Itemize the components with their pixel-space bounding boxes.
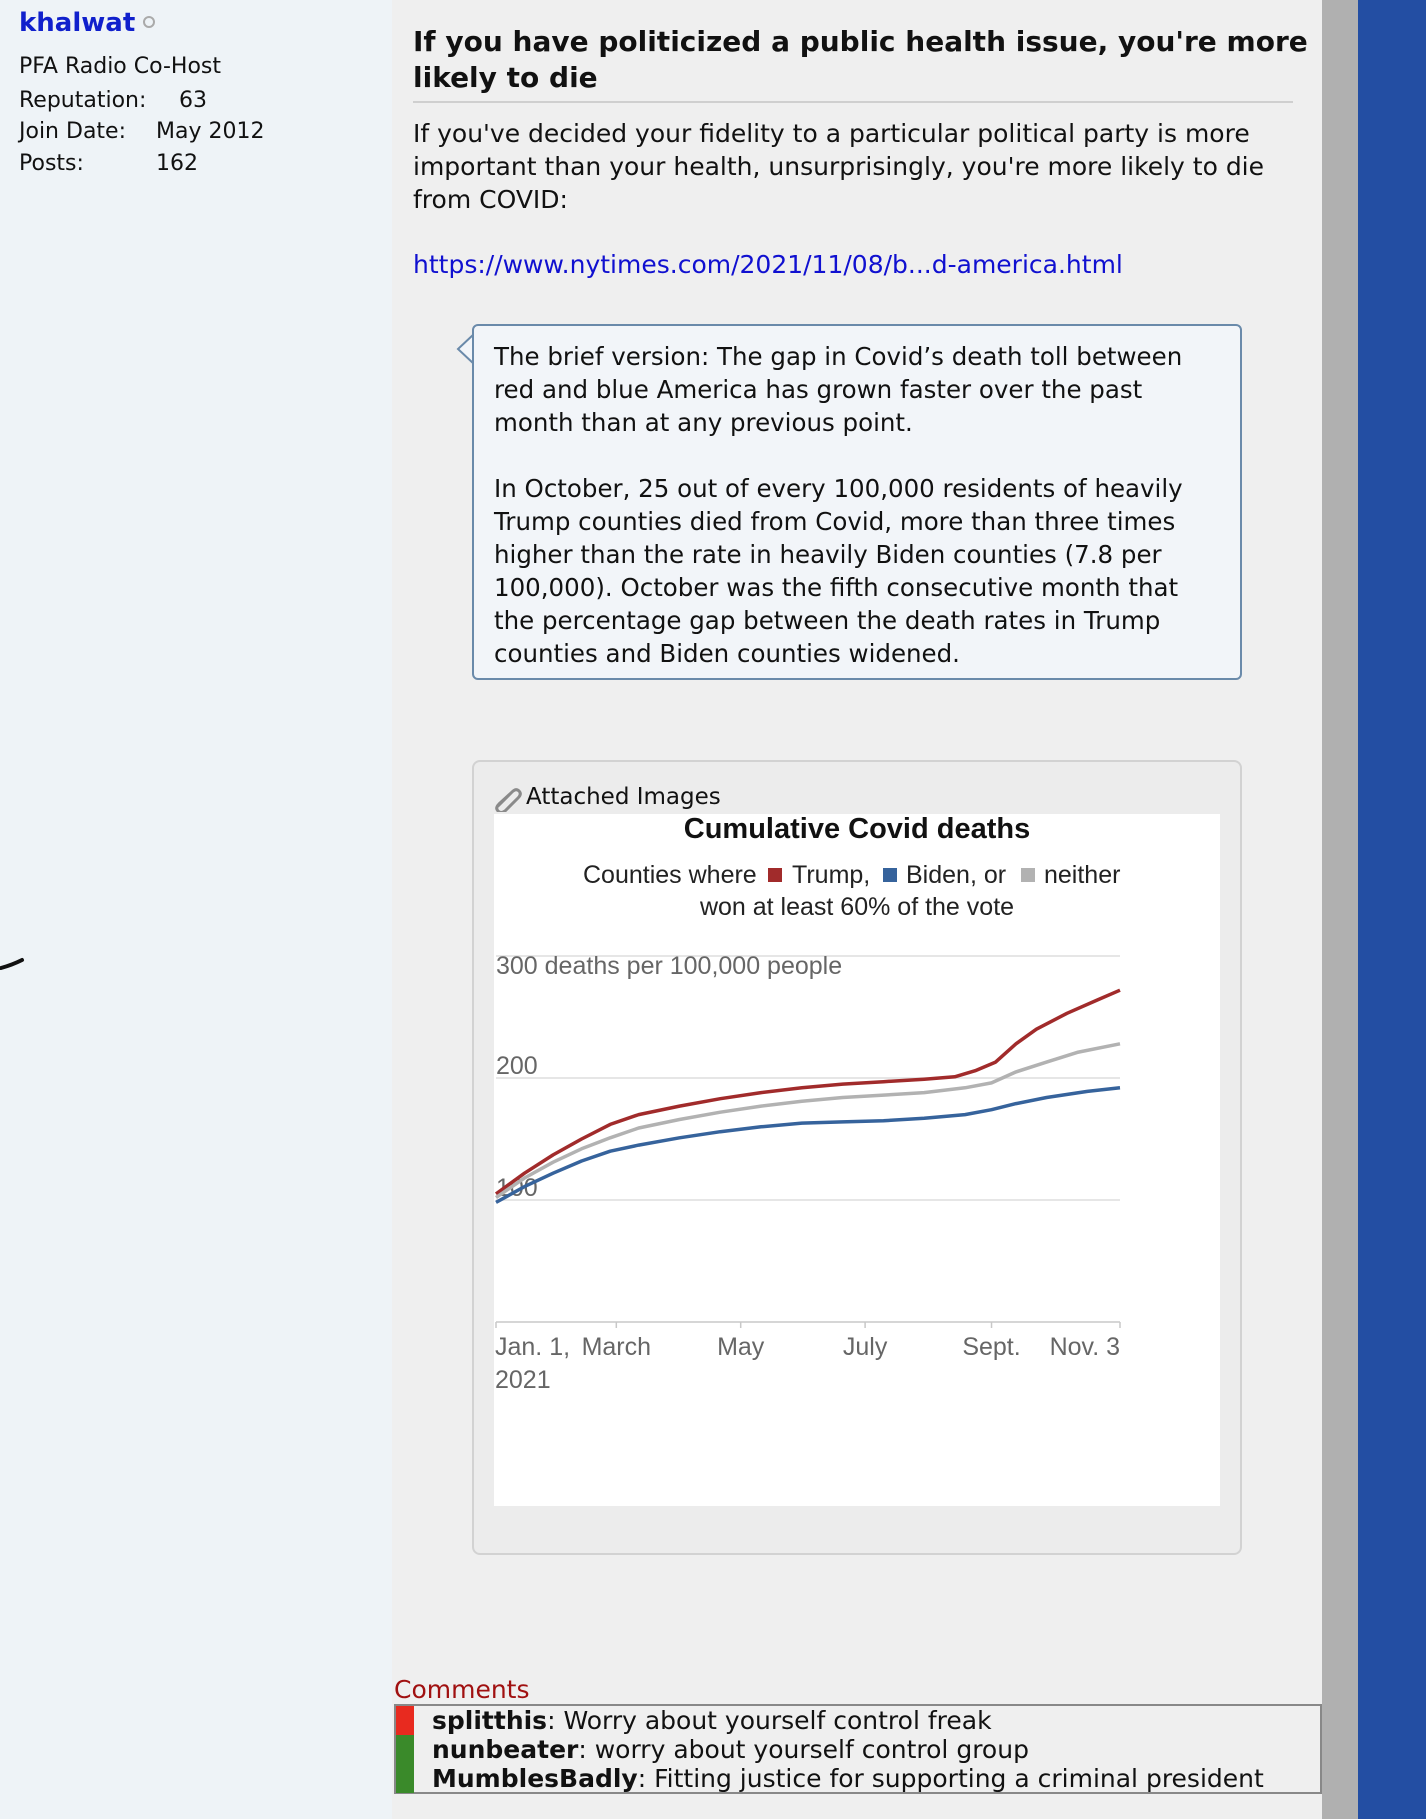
comment-text: : Fitting justice for supporting a criminal president [637,1764,1264,1793]
attachments-label: Attached Images [526,784,721,810]
comment-user[interactable]: splitthis [432,1706,548,1735]
comment-item [396,1735,1320,1764]
comment-color-bar [396,1764,414,1793]
stat-value: 162 [156,151,198,176]
stat-label: Posts: [19,151,84,176]
series-lines [496,990,1120,1202]
stat-value: 63 [179,88,207,113]
comment-color-bar [396,1735,414,1764]
stat-label: Join Date: [19,119,126,144]
post-title: If you have politicized a public health issue, you're more likely to die [413,25,1308,94]
stat-label: Reputation: [19,88,147,113]
stat-join-date [19,119,264,144]
ink-mark-icon [0,955,26,975]
x-tick-label: Sept. [962,1333,1021,1361]
user-info-panel [0,0,392,1819]
x-tick-label: July [842,1333,888,1361]
legend-swatch-trump [768,868,782,882]
comments-list [394,1704,1322,1794]
attachments-box [472,760,1242,1555]
x-tick-label: May [717,1333,765,1361]
username-link[interactable]: khalwat [19,8,136,38]
comment-user[interactable]: nunbeater [432,1735,579,1764]
legend-swatch-neither [1021,868,1035,882]
stat-posts [19,151,198,176]
user-title: PFA Radio Co-Host [19,54,222,79]
chart-subtitle-line2: won at least 60% of the vote [699,893,1015,921]
comment-item [396,1764,1320,1793]
comments-label: Comments [394,1675,530,1704]
offline-status-icon [143,16,155,28]
y-tick-label: 100 [496,1174,538,1202]
legend-label-neither: neither [1044,861,1121,889]
comment-text: : worry about yourself control group [578,1735,1029,1764]
legend-label-trump: Trump, [792,861,871,889]
side-panel [1358,0,1426,1819]
quote-box [472,324,1242,680]
comment-text: : Worry about yourself control freak [547,1706,992,1735]
legend-swatch-biden [883,868,897,882]
scrollbar-track[interactable] [1322,0,1358,1819]
stat-value: May 2012 [156,119,265,144]
comment-item [396,1706,1320,1735]
x-tick-label: Jan. 1, [495,1333,571,1361]
legend-label-biden: Biden, or [906,861,1007,889]
stat-reputation [19,88,207,113]
x-tick-label: March [581,1333,652,1361]
comment-user[interactable]: MumblesBadly [432,1764,638,1793]
post-body [392,0,1322,1819]
x-tick-label: Nov. 3 [1049,1333,1120,1361]
title-divider [413,101,1293,103]
y-axis-label: 300 deaths per 100,000 people [496,952,843,980]
chart-subtitle-prefix: Counties where [583,861,757,889]
chart-title: Cumulative Covid deaths [683,814,1031,845]
y-tick-label: 200 [496,1052,538,1080]
paperclip-icon [494,786,524,812]
x-tick-labels [495,1322,1120,1394]
comment-color-bar [396,1706,414,1735]
article-link[interactable]: https://www.nytimes.com/2021/11/08/b...d-america.html [413,250,1123,279]
series-line-trump [496,990,1120,1194]
series-line-neither [496,1044,1120,1198]
covid-deaths-chart[interactable] [494,814,1220,1506]
post-text: If you've decided your fidelity to a particular political party is more important than your health, unsurprisingly, you're more likely to die from COVID: [413,119,1265,214]
quote-paragraph: The brief version: The gap in Covid’s death toll between red and blue America has grown faster over the past month than at any previous point. [494,342,1183,437]
x-tick-sublabel: 2021 [495,1366,551,1394]
gridlines [496,956,1120,1322]
quote-paragraph: In October, 25 out of every 100,000 residents of heavily Trump counties died from Covid, more than three times higher than the rate in heavily Biden counties (7.8 per 100,000). October was the fifth consecutive month that the percentage gap between the death rates in Trump counties and Biden counties widened. [494,474,1183,668]
